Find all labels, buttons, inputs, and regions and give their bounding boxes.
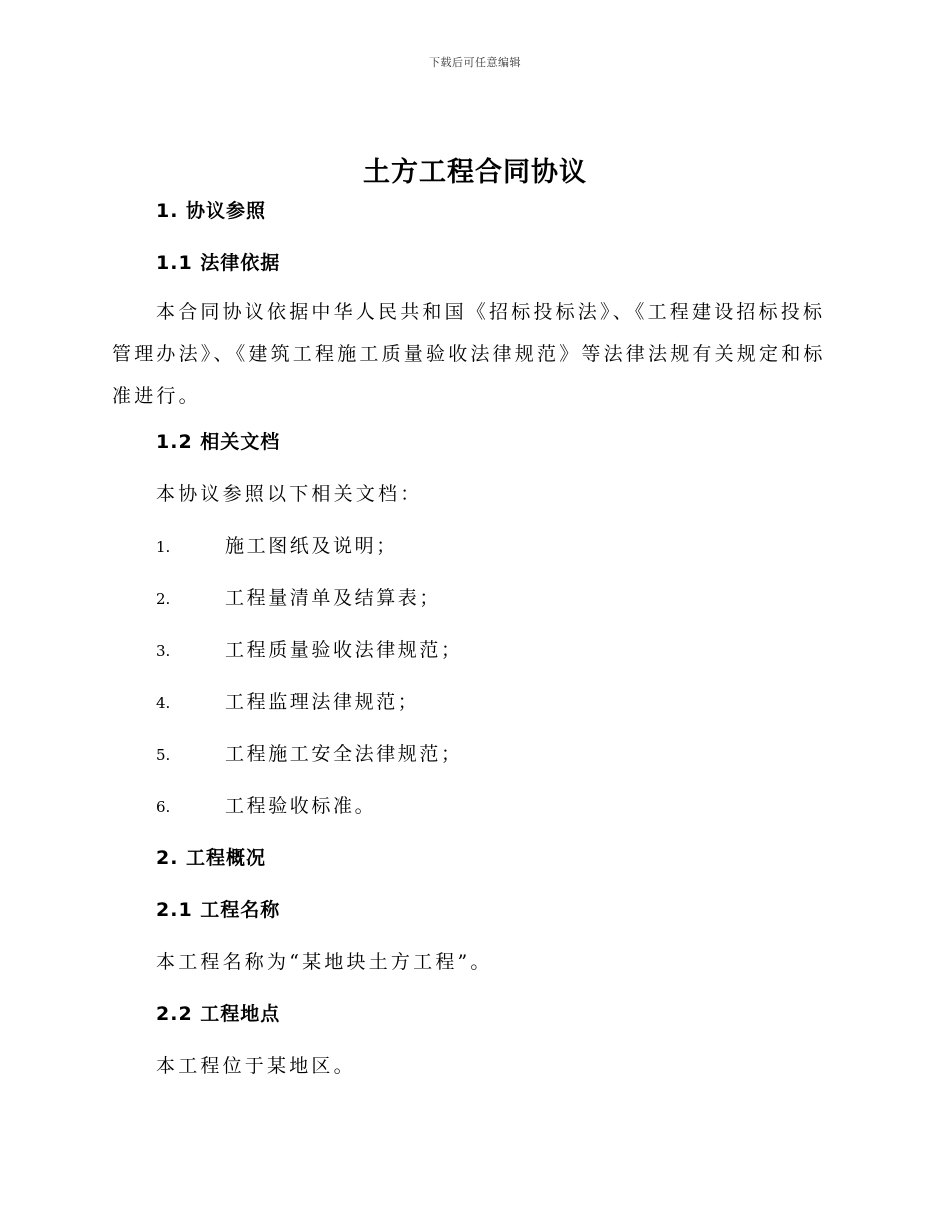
paragraph-project-location: 本工程位于某地区。 <box>156 1055 356 1077</box>
paragraph-legal-basis: 本合同协议依据中华人民共和国《招标投标法》、《工程建设招标投标管理办法》、《建筑工程施工质量验收法律规范》等法律法规有关规定和标准进行。 <box>112 301 826 407</box>
list-item-text: 工程验收标准。 <box>225 795 377 817</box>
section-heading-1-1: 1.1 法律依据 <box>156 252 281 274</box>
document-body <box>112 196 832 1103</box>
related-docs-list <box>112 531 832 843</box>
list-item <box>112 791 832 843</box>
paragraph-related-docs-intro: 本协议参照以下相关文档： <box>156 483 423 505</box>
list-item-number: 5. <box>156 746 171 764</box>
list-item-text: 工程施工安全法律规范； <box>225 743 463 765</box>
list-item-number: 6. <box>156 798 171 816</box>
list-item-text: 工程量清单及结算表； <box>225 587 442 609</box>
list-item <box>112 739 832 791</box>
list-item <box>112 635 832 687</box>
section-heading-2-1: 2.1 工程名称 <box>156 899 281 921</box>
header-note: 下载后可任意编辑 <box>429 56 521 69</box>
section-heading-1: 1. 协议参照 <box>156 200 267 222</box>
list-item <box>112 583 832 635</box>
section-heading-2: 2. 工程概况 <box>156 847 267 869</box>
section-heading-2-2: 2.2 工程地点 <box>156 1003 281 1025</box>
list-item-text: 施工图纸及说明； <box>225 535 398 557</box>
list-item-number: 4. <box>156 694 171 712</box>
list-item <box>112 687 832 739</box>
list-item-text: 工程监理法律规范； <box>225 691 420 713</box>
document-title: 土方工程合同协议 <box>363 157 587 188</box>
list-item-text: 工程质量验收法律规范； <box>225 639 463 661</box>
section-heading-1-2: 1.2 相关文档 <box>156 431 281 453</box>
list-item-number: 2. <box>156 590 171 608</box>
list-item-number: 1. <box>156 538 171 556</box>
paragraph-project-name: 本工程名称为“某地块土方工程”。 <box>156 951 493 973</box>
list-item <box>112 531 832 583</box>
list-item-number: 3. <box>156 642 171 660</box>
